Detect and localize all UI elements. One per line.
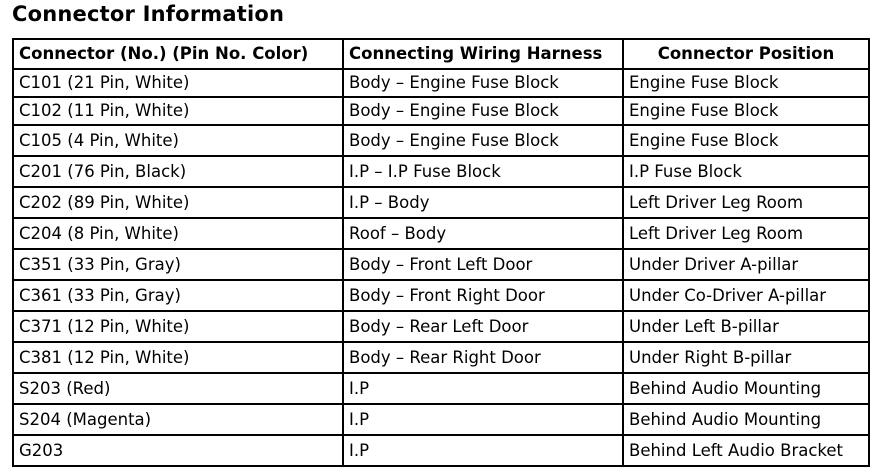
cell-connector-position: Behind Audio Mounting	[623, 373, 869, 404]
cell-wiring-harness: Body – Front Left Door	[343, 249, 623, 280]
cell-wiring-harness: Body – Engine Fuse Block	[343, 69, 623, 97]
table-row	[13, 249, 869, 280]
header-connector: Connector (No.) (Pin No. Color)	[13, 39, 343, 69]
table-row	[13, 218, 869, 249]
cell-connector-position: Engine Fuse Block	[623, 69, 869, 97]
cell-connector: C201 (76 Pin, Black)	[13, 156, 343, 187]
cell-wiring-harness: I.P	[343, 404, 623, 435]
cell-wiring-harness: I.P – I.P Fuse Block	[343, 156, 623, 187]
table-row	[13, 342, 869, 373]
cell-connector-position: Left Driver Leg Room	[623, 187, 869, 218]
table-row	[13, 404, 869, 435]
cell-wiring-harness: I.P	[343, 373, 623, 404]
table-row	[13, 435, 869, 466]
table-row	[13, 125, 869, 156]
cell-connector-position: Under Driver A-pillar	[623, 249, 869, 280]
cell-connector-position: I.P Fuse Block	[623, 156, 869, 187]
cell-connector: C204 (8 Pin, White)	[13, 218, 343, 249]
cell-wiring-harness: Body – Engine Fuse Block	[343, 125, 623, 156]
cell-wiring-harness: Body – Rear Right Door	[343, 342, 623, 373]
cell-connector-position: Under Left B-pillar	[623, 311, 869, 342]
cell-connector: C105 (4 Pin, White)	[13, 125, 343, 156]
cell-connector-position: Left Driver Leg Room	[623, 218, 869, 249]
cell-connector-position: Under Right B-pillar	[623, 342, 869, 373]
cell-connector: C101 (21 Pin, White)	[13, 69, 343, 97]
cell-wiring-harness: Body – Front Right Door	[343, 280, 623, 311]
cell-wiring-harness: Body – Engine Fuse Block	[343, 97, 623, 125]
cell-connector-position: Behind Left Audio Bracket	[623, 435, 869, 466]
table-row	[13, 97, 869, 125]
cell-wiring-harness: I.P	[343, 435, 623, 466]
cell-wiring-harness: Roof – Body	[343, 218, 623, 249]
cell-connector-position: Under Co-Driver A-pillar	[623, 280, 869, 311]
cell-connector: S204 (Magenta)	[13, 404, 343, 435]
connector-table	[12, 38, 870, 467]
cell-connector-position: Engine Fuse Block	[623, 97, 869, 125]
header-connector-position: Connector Position	[623, 39, 869, 69]
cell-wiring-harness: I.P – Body	[343, 187, 623, 218]
cell-connector: C102 (11 Pin, White)	[13, 97, 343, 125]
cell-connector: C381 (12 Pin, White)	[13, 342, 343, 373]
table-row	[13, 69, 869, 97]
cell-wiring-harness: Body – Rear Left Door	[343, 311, 623, 342]
header-wiring-harness: Connecting Wiring Harness	[343, 39, 623, 69]
table-row	[13, 373, 869, 404]
cell-connector: C361 (33 Pin, Gray)	[13, 280, 343, 311]
table-header-row	[13, 39, 869, 69]
table-row	[13, 187, 869, 218]
table-row	[13, 156, 869, 187]
cell-connector-position: Behind Audio Mounting	[623, 404, 869, 435]
cell-connector: C351 (33 Pin, Gray)	[13, 249, 343, 280]
cell-connector: G203	[13, 435, 343, 466]
cell-connector: C202 (89 Pin, White)	[13, 187, 343, 218]
cell-connector-position: Engine Fuse Block	[623, 125, 869, 156]
page-title: Connector Information	[12, 2, 285, 26]
table-row	[13, 311, 869, 342]
cell-connector: S203 (Red)	[13, 373, 343, 404]
cell-connector: C371 (12 Pin, White)	[13, 311, 343, 342]
table-row	[13, 280, 869, 311]
